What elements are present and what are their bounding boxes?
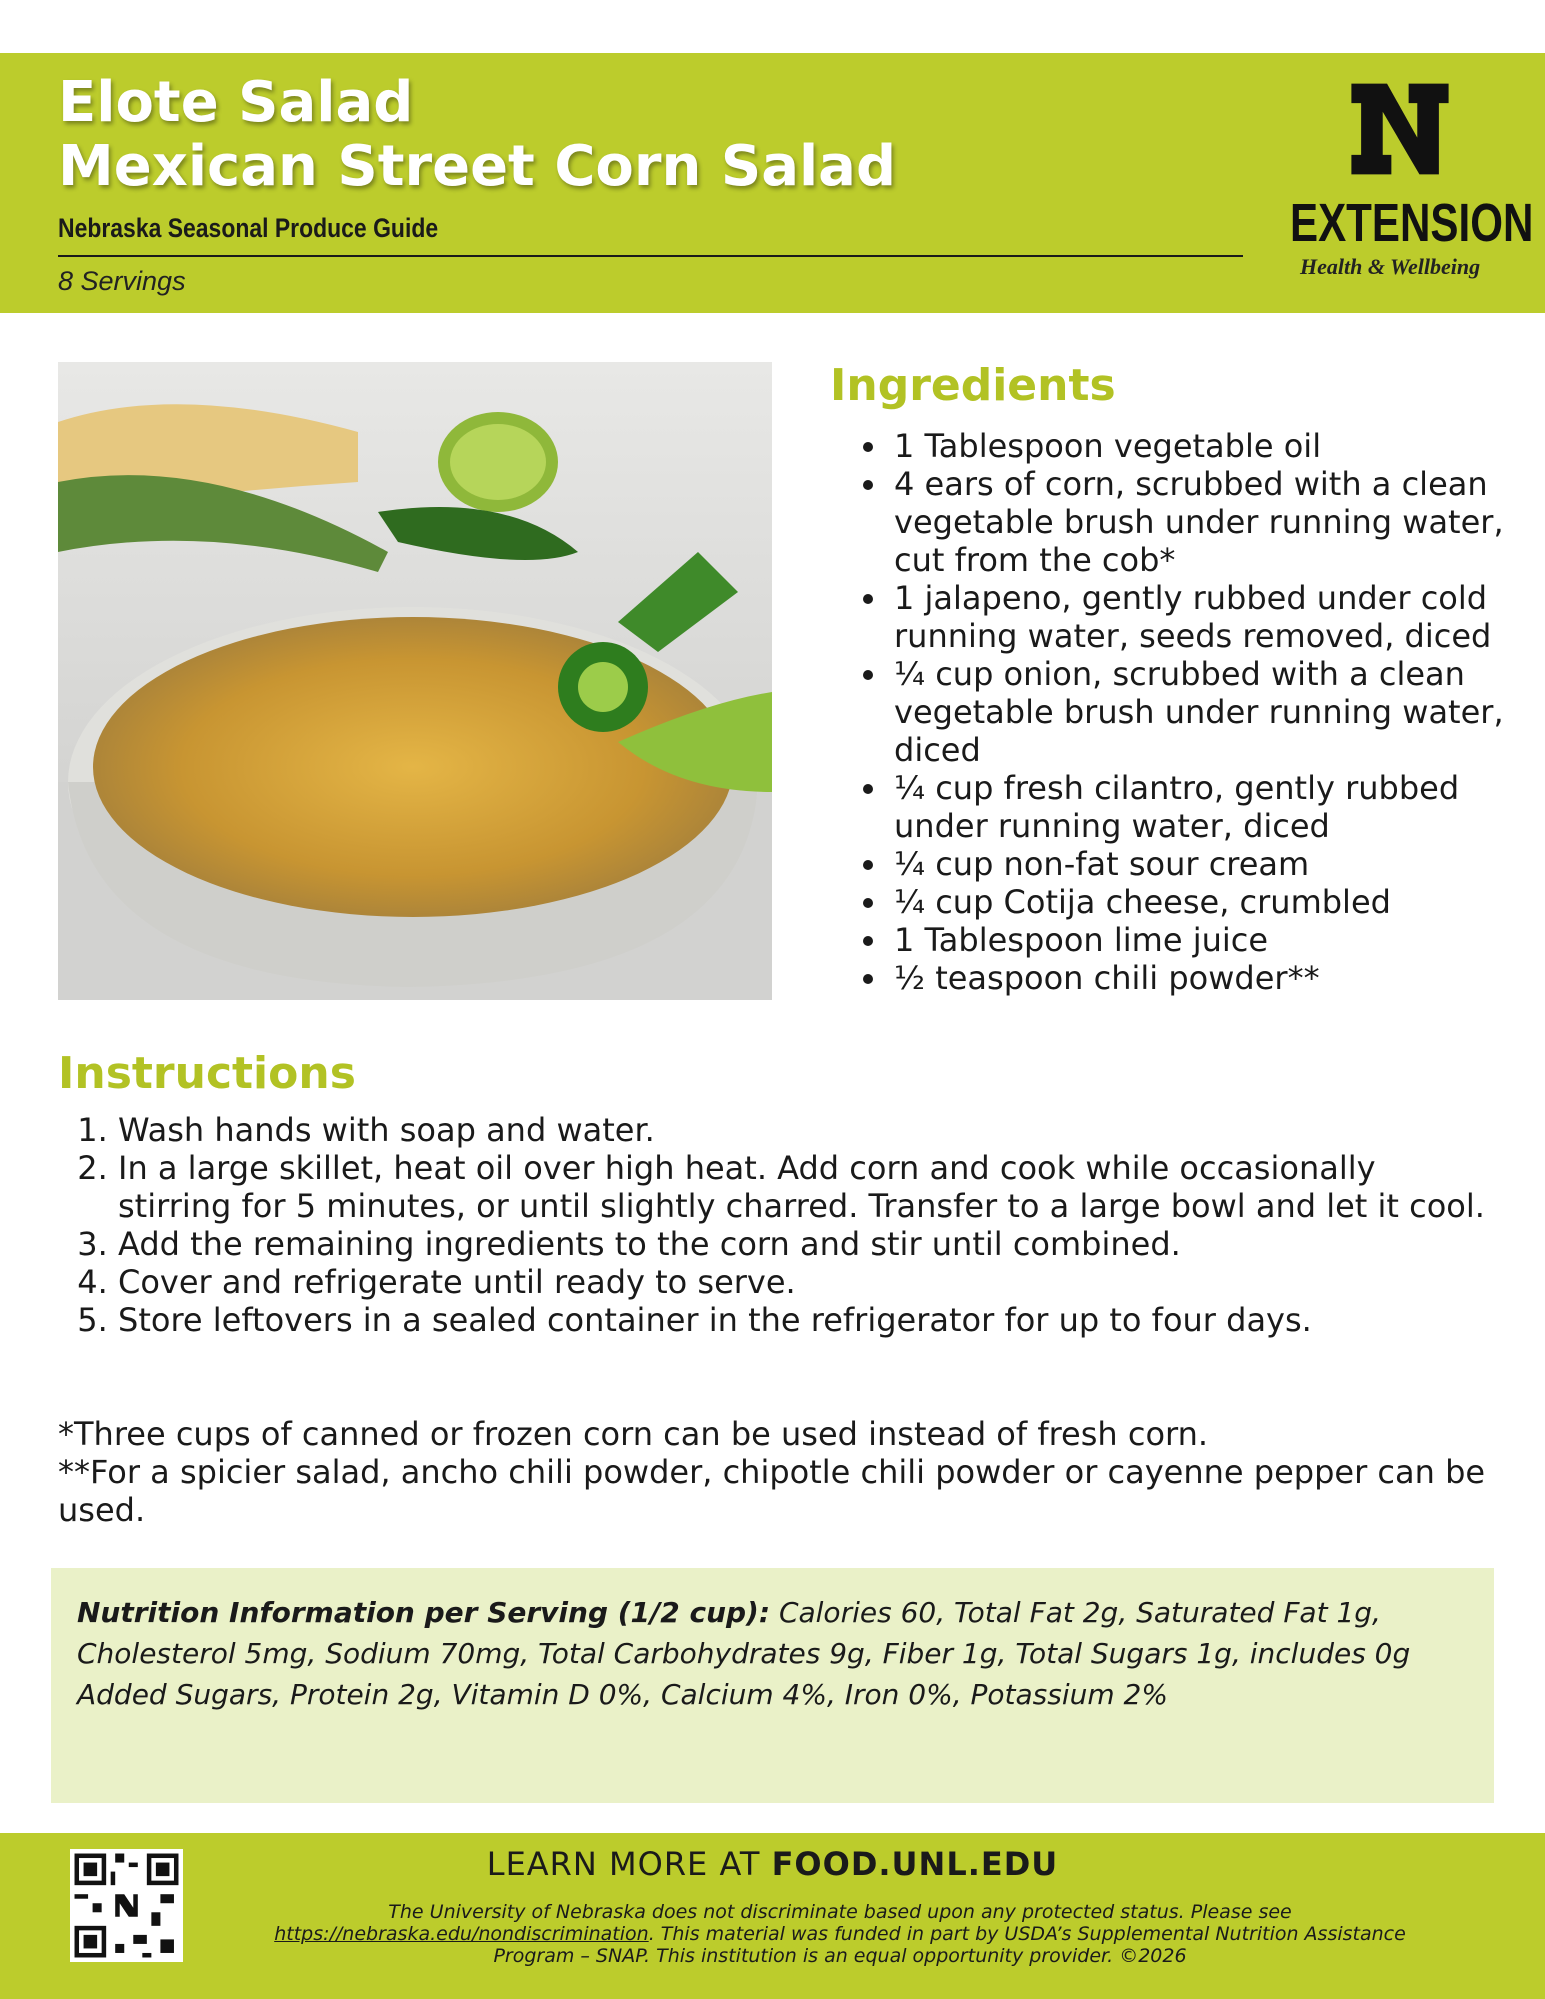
instruction-step: 2. In a large skillet, heat oil over high heat. Add corn and cook while occasionally stirring for 5 minutes, or until slightly charred. Transfer to a large bowl and let it cool. bbox=[118, 1149, 1498, 1225]
footnotes bbox=[58, 1415, 1498, 1529]
corn-salad-photo bbox=[58, 362, 772, 1000]
nebraska-n-icon bbox=[1346, 75, 1454, 183]
nondiscrimination-link[interactable]: https://nebraska.edu/nondiscrimination bbox=[274, 1923, 649, 1945]
disclaimer-part-1: The University of Nebraska does not discriminate based upon any protected status. Please see bbox=[388, 1901, 1292, 1923]
instruction-step: 5. Store leftovers in a sealed container in the refrigerator for up to four days. bbox=[118, 1301, 1498, 1339]
website-link[interactable]: FOOD.UNL.EDU bbox=[771, 1845, 1059, 1883]
ingredient-item: • ½ teaspoon chili powder** bbox=[890, 959, 1510, 997]
disclaimer-part-2: . This material was funded in part by USDA’s Supplemental Nutrition Assistance Program – SNAP. This institution is an equal opportunity provider. ©2026 bbox=[493, 1923, 1406, 1967]
instruction-step: 1. Wash hands with soap and water. bbox=[118, 1111, 1498, 1149]
footnote-canned-corn: *Three cups of canned or frozen corn can be used instead of fresh corn. bbox=[58, 1415, 1209, 1453]
instruction-step: 3. Add the remaining ingredients to the corn and stir until combined. bbox=[118, 1225, 1498, 1263]
ingredient-item: • 4 ears of corn, scrubbed with a clean vegetable brush under running water, cut from the cob* bbox=[890, 465, 1510, 579]
footnote-spicier: **For a spicier salad, ancho chili powder, chipotle chili powder or cayenne pepper can be used. bbox=[58, 1453, 1486, 1529]
ingredients-section bbox=[830, 360, 1510, 997]
nutrition-label: Nutrition Information per Serving (1/2 cup): bbox=[77, 1596, 771, 1629]
ingredient-item: • ¼ cup fresh cilantro, gently rubbed under running water, diced bbox=[890, 769, 1510, 845]
servings-label: 8 Servings bbox=[58, 266, 186, 296]
ingredients-heading: Ingredients bbox=[830, 360, 1116, 411]
instructions-heading: Instructions bbox=[58, 1048, 356, 1099]
ingredient-item: • ¼ cup Cotija cheese, crumbled bbox=[890, 883, 1510, 921]
nutrition-box bbox=[51, 1568, 1494, 1803]
instruction-step: 4. Cover and refrigerate until ready to serve. bbox=[118, 1263, 1498, 1301]
footer-banner bbox=[0, 1833, 1545, 1999]
ingredient-item: • 1 Tablespoon vegetable oil bbox=[890, 427, 1510, 465]
instructions-section bbox=[58, 1048, 1498, 1339]
disclaimer-text bbox=[240, 1901, 1440, 1967]
ingredient-item: • 1 jalapeno, gently rubbed under cold running water, seeds removed, diced bbox=[890, 579, 1510, 655]
ingredient-item: • ¼ cup onion, scrubbed with a clean vegetable brush under running water, diced bbox=[890, 655, 1510, 769]
extension-wordmark: EXTENSION bbox=[1290, 193, 1534, 253]
instructions-list bbox=[58, 1111, 1498, 1339]
recipe-title bbox=[58, 71, 896, 199]
learn-more-line bbox=[0, 1845, 1545, 1883]
title-line-1: Elote Salad bbox=[58, 70, 414, 135]
learn-more-prefix: LEARN MORE AT bbox=[486, 1845, 772, 1883]
header-divider bbox=[58, 255, 1243, 257]
title-line-2: Mexican Street Corn Salad bbox=[58, 134, 897, 199]
guide-subtitle: Nebraska Seasonal Produce Guide bbox=[58, 213, 439, 243]
corn-salad-bowl-icon bbox=[58, 362, 772, 1000]
extension-tagline: Health & Wellbeing bbox=[1300, 254, 1481, 279]
ingredient-item: • ¼ cup non-fat sour cream bbox=[890, 845, 1510, 883]
ingredient-item: • 1 Tablespoon lime juice bbox=[890, 921, 1510, 959]
ingredients-list bbox=[830, 427, 1510, 997]
nutrition-values: Calories 60, Total Fat 2g, Saturated Fat 1g, Cholesterol 5mg, Sodium 70mg, Total Carbohydrates 9g, Fiber 1g, Total Sugars 1g, includes 0g Added Sugars, Protein 2g, Vitamin D 0%, Calcium 4%, Iron 0%, Potassium 2% bbox=[77, 1596, 1411, 1711]
extension-logo bbox=[1290, 75, 1534, 280]
header-banner bbox=[0, 53, 1545, 313]
